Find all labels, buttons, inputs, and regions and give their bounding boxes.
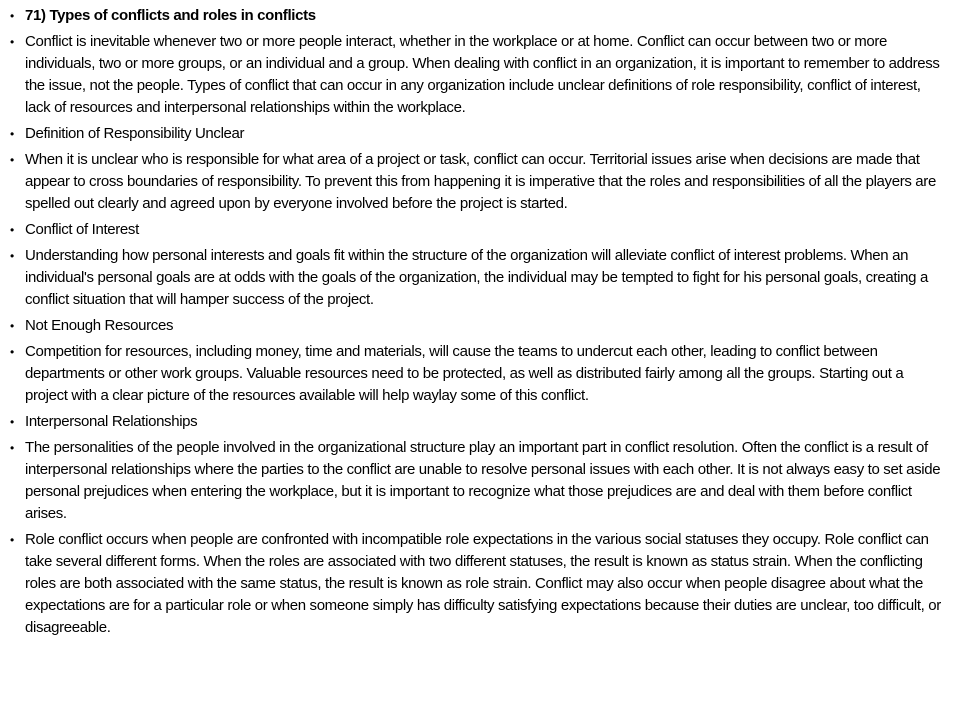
heading-text: Not Enough Resources bbox=[25, 317, 174, 334]
paragraph-text: Role conflict occurs when people are confronted with incompatible role expectations in the various social statuses they occupy. Role conflict can take several different forms. When the roles are associated with two different statuses, the result is known as status strain. When the conflicting roles are both associated with the same status, the result is known as role strain. Conflict may also occur when people disagree about what the expectations are for a particular role or when someone simply has difficulty satisfying expectations because their duties are unclear, too difficult, or disagreeable. bbox=[25, 531, 941, 636]
bullet-marker: • bbox=[10, 127, 14, 141]
heading-interpersonal-relationships bbox=[8, 411, 948, 433]
title-text: 71) Types of conflicts and roles in conflicts bbox=[25, 7, 316, 24]
slide-title bbox=[8, 5, 948, 27]
bullet-marker: • bbox=[10, 249, 14, 263]
paragraph-conflict-of-interest bbox=[8, 245, 948, 311]
bullet-marker: • bbox=[10, 223, 14, 237]
bullet-marker: • bbox=[10, 9, 14, 23]
paragraph-text: Understanding how personal interests and goals fit within the structure of the organization will alleviate conflict of interest problems. When an individual's personal goals are at odds with the goals of the organization, the individual may be tempted to fight for his personal goals, creating a conflict situation that will hamper success of the project. bbox=[25, 247, 928, 308]
paragraph-interpersonal-relationships bbox=[8, 437, 948, 525]
paragraph-role-conflict bbox=[8, 529, 948, 639]
heading-text: Definition of Responsibility Unclear bbox=[25, 125, 245, 142]
heading-text: Interpersonal Relationships bbox=[25, 413, 198, 430]
paragraph-text: Conflict is inevitable whenever two or more people interact, whether in the workplace or at home. Conflict can occur between two or more individuals, two or more groups, or an individual and a group. When dealing with conflict in an organization, it is important to remember to address the issue, not the people. Types of conflict that can occur in any organization include unclear definitions of role responsibility, conflict of interest, lack of resources and interpersonal relationships within the workplace. bbox=[25, 33, 940, 116]
paragraph-not-enough-resources bbox=[8, 341, 948, 407]
bullet-marker: • bbox=[10, 441, 14, 455]
heading-responsibility-unclear bbox=[8, 123, 948, 145]
paragraph-responsibility-unclear bbox=[8, 149, 948, 215]
bullet-marker: • bbox=[10, 153, 14, 167]
heading-conflict-of-interest bbox=[8, 219, 948, 241]
heading-text: Conflict of Interest bbox=[25, 221, 139, 238]
paragraph-text: Competition for resources, including money, time and materials, will cause the teams to undercut each other, leading to conflict between departments or other work groups. Valuable resources need to be protected, as well as distributed fairly among all the groups. Starting out a project with a clear picture of the resources available will help waylay some of this conflict. bbox=[25, 343, 904, 404]
heading-not-enough-resources bbox=[8, 315, 948, 337]
bullet-marker: • bbox=[10, 345, 14, 359]
paragraph-text: The personalities of the people involved in the organizational structure play an important part in conflict resolution. Often the conflict is a result of interpersonal relationships where the parties to the conflict are unable to resolve personal issues with each other. It is not always easy to set aside personal prejudices when entering the workplace, but it is important to recognize what those prejudices are and deal with them before conflict arises. bbox=[25, 439, 941, 522]
bullet-marker: • bbox=[10, 35, 14, 49]
bullet-marker: • bbox=[10, 533, 14, 547]
bullet-marker: • bbox=[10, 415, 14, 429]
bullet-marker: • bbox=[10, 319, 14, 333]
paragraph-intro bbox=[8, 31, 948, 119]
bullet-list bbox=[8, 5, 948, 639]
paragraph-text: When it is unclear who is responsible for what area of a project or task, conflict can occur. Territorial issues arise when decisions are made that appear to cross boundaries of responsibility. To prevent this from happening it is imperative that the roles and responsibilities of all the players are spelled out clearly and agreed upon by everyone involved before the project is started. bbox=[25, 151, 936, 212]
